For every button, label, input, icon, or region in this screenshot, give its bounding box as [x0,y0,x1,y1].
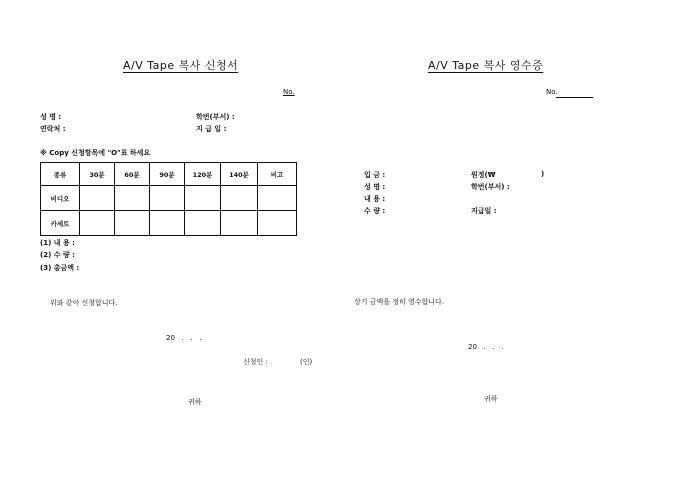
header-30min: 30분 [80,163,115,186]
application-statement: 위와 같이 신청합니다. [50,299,118,307]
receipt-quantity-label: 수 량 : [364,207,386,215]
receipt-amount-label: 입 금 : [364,171,386,179]
copy-instruction-note: ※ Copy 신청항목에 "O"표 하세요 [40,149,151,157]
header-60min: 60분 [115,163,150,186]
table-cell[interactable] [115,211,150,236]
receipt-pay-date-label: 지급일 : [471,207,497,215]
table-header-row [41,163,297,186]
applicant-label: 신청인 : [243,358,268,366]
receipt-addressee: 귀하 [484,395,498,403]
table-cell[interactable] [80,211,115,236]
table-row-video [41,186,297,211]
table-cell[interactable] [115,186,150,211]
table-row-cassette [41,211,297,236]
row-label-video: 비디오 [41,186,80,211]
pay-date-label: 지 급 일 : [196,125,227,133]
quantity-item-label: (2) 수 량 : [40,251,75,259]
table-cell[interactable] [80,186,115,211]
receipt-name-label: 성 명 : [364,183,386,191]
application-title: A/V Tape 복사 신청서 [123,59,239,72]
table-cell[interactable] [150,211,185,236]
receipt-currency-close: ) [541,170,545,178]
application-addressee: 귀하 [188,398,202,406]
row-label-cassette: 카세트 [41,211,80,236]
receipt-content-label: 내 용 : [364,195,386,203]
header-140min: 140분 [221,163,258,186]
header-remarks: 비고 [258,163,297,186]
content-item-label: (1) 내 용 : [40,239,75,247]
application-no-label: No. [283,88,295,96]
header-type: 종류 [41,163,80,186]
table-cell[interactable] [150,186,185,211]
header-120min: 120분 [185,163,221,186]
receipt-date-line: 20 . . . [468,343,504,351]
receipt-no-underline [556,97,593,98]
application-date-line: 20 . . . [166,334,202,342]
receipt-student-id-label: 학번(부서) : [471,183,510,191]
student-id-label: 학번(부서) : [196,113,235,121]
table-cell[interactable] [221,211,258,236]
table-cell[interactable] [221,186,258,211]
receipt-statement: 상기 금액을 정히 영수합니다. [354,298,445,306]
total-item-label: (3) 총금액 : [40,264,80,272]
copy-request-table [40,162,297,236]
table-cell[interactable] [258,211,297,236]
table-cell[interactable] [185,211,221,236]
seal-mark: (인) [300,358,313,366]
contact-label: 연락처 : [40,125,66,133]
receipt-currency-label: 원정(₩ [471,171,496,179]
receipt-no-label: No. [546,88,558,96]
header-90min: 90분 [150,163,185,186]
table-cell[interactable] [185,186,221,211]
name-label: 성 명 : [40,113,62,121]
receipt-title: A/V Tape 복사 영수증 [428,59,544,72]
table-cell[interactable] [258,186,297,211]
